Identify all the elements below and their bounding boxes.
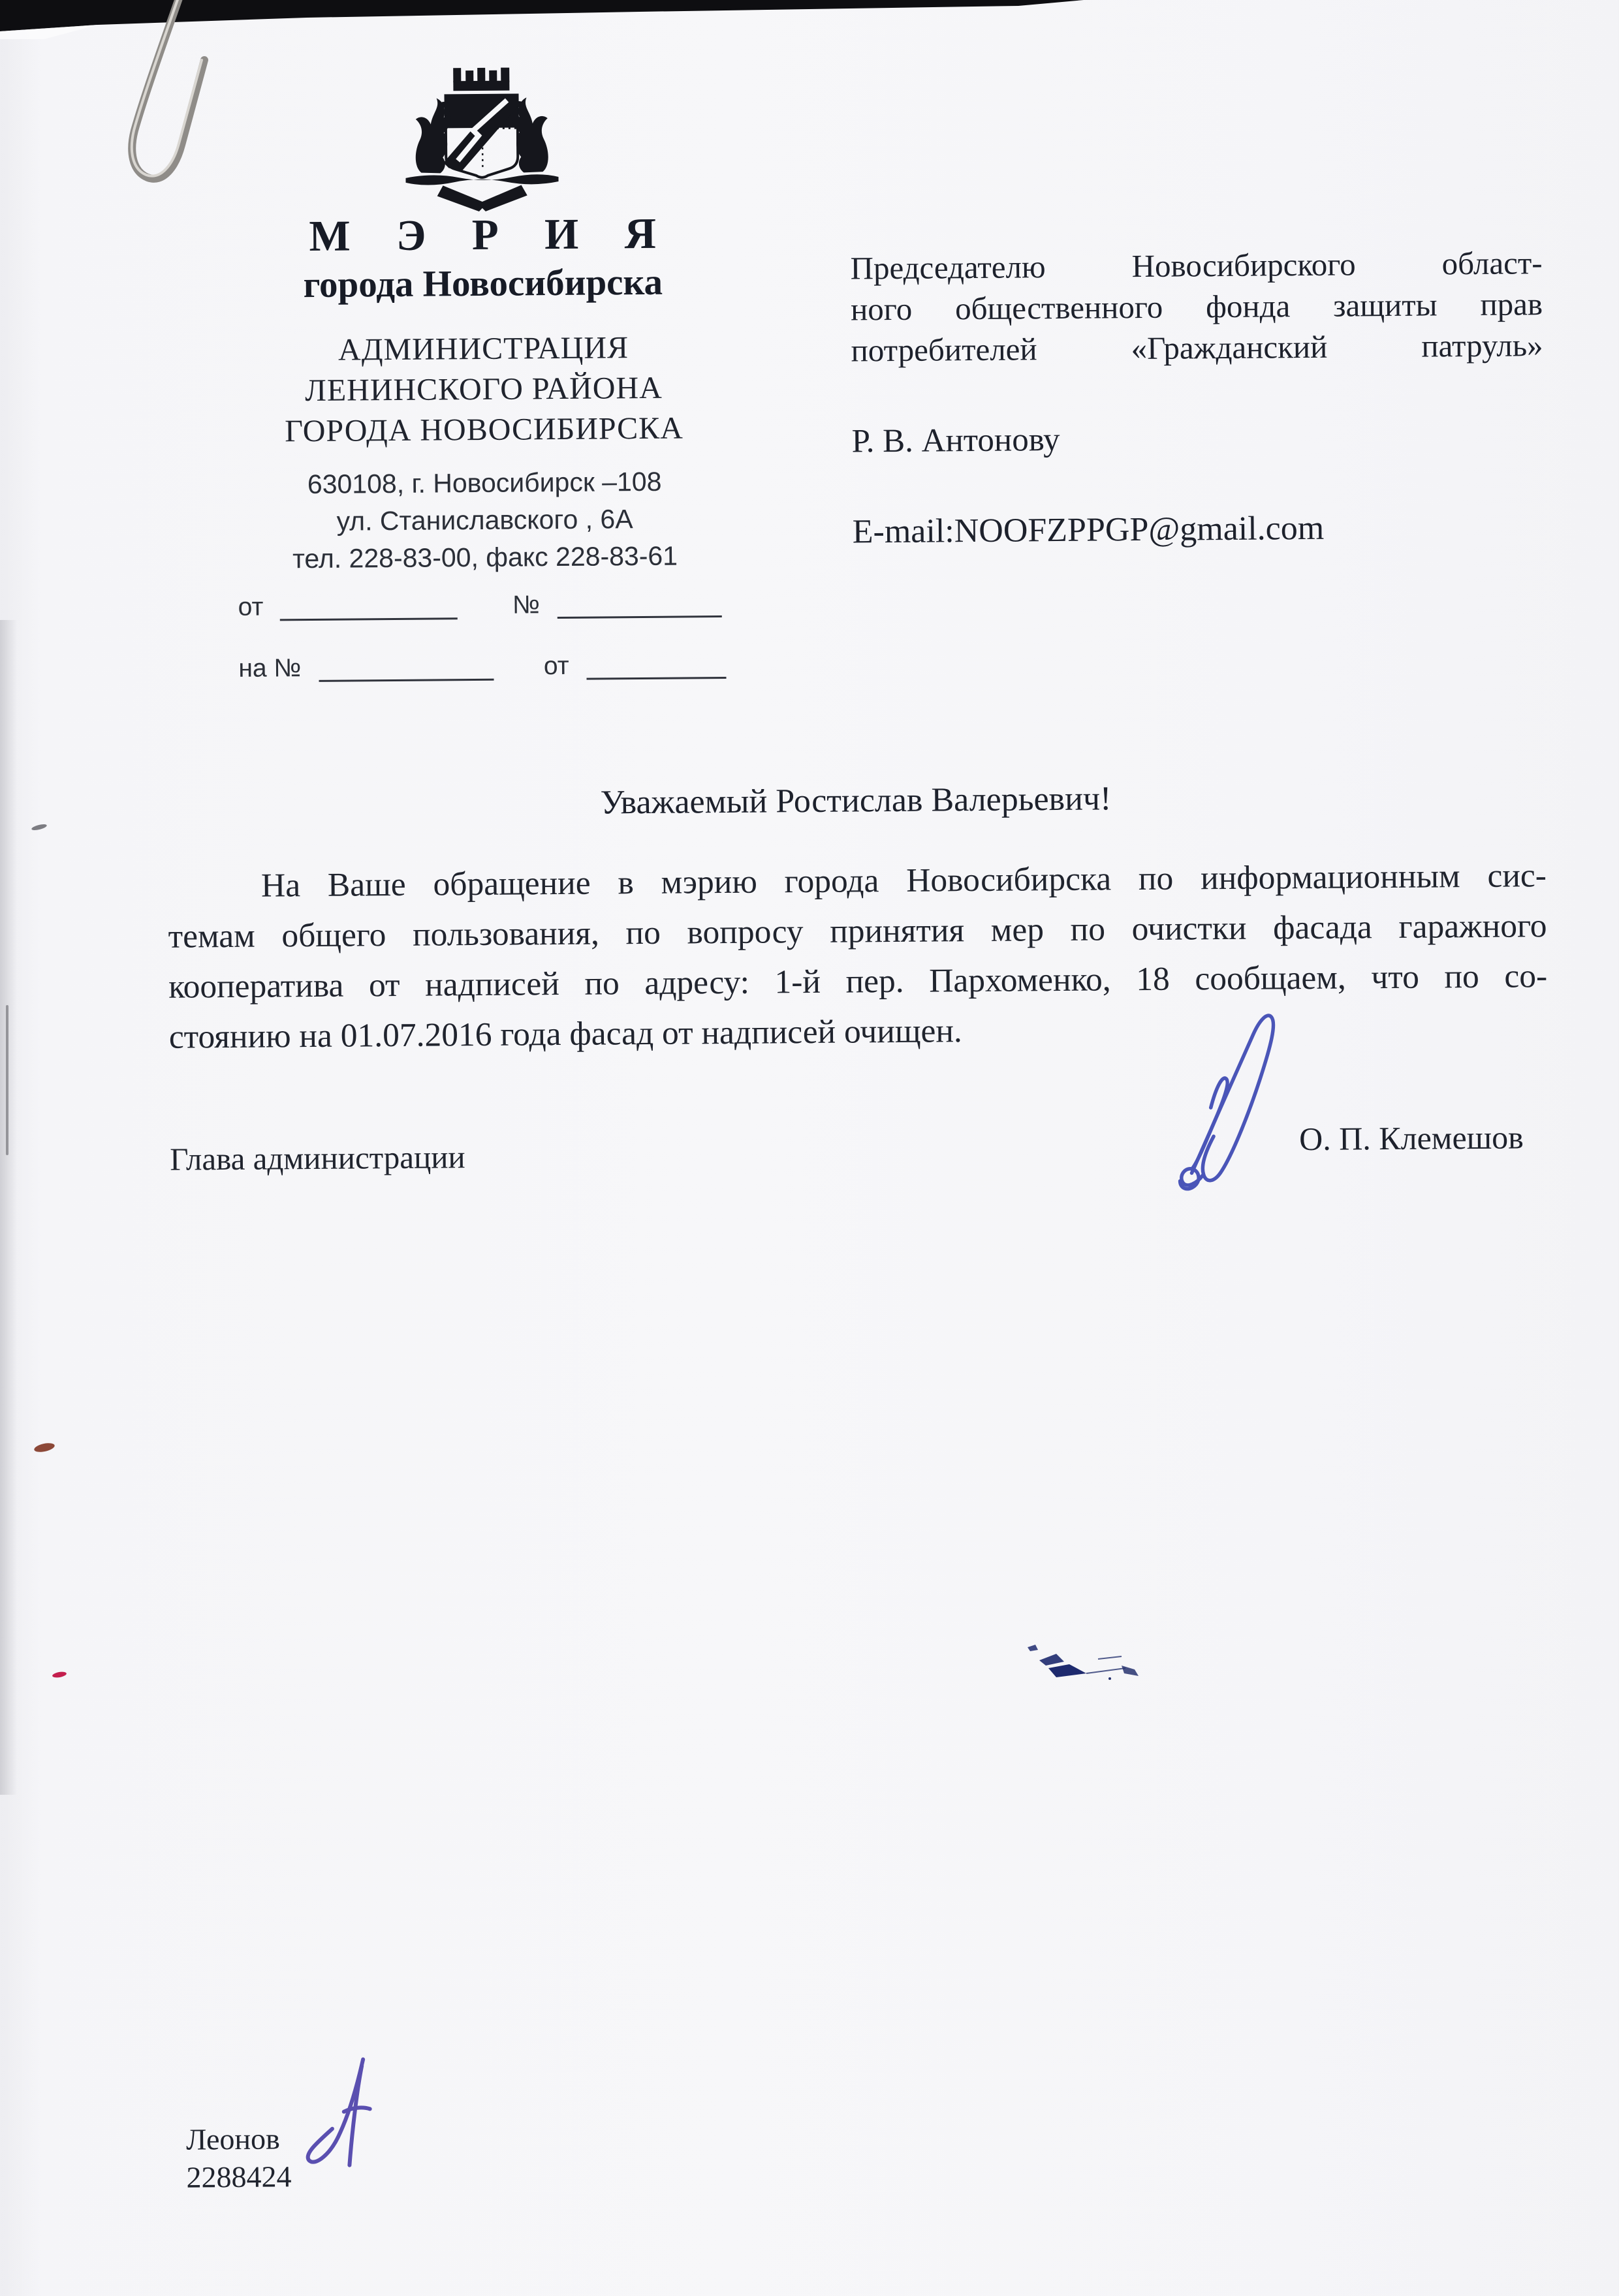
org-name-top: М Э Р И Я [309, 209, 674, 260]
ref-on-number-label: на № [238, 654, 302, 683]
recipient-email: E-mail:NOOFZPPGP@gmail.com [852, 509, 1325, 551]
address-line-3: тел. 228-83-00, факс 228-83-61 [292, 540, 678, 574]
recipient-line-3: потребителей «Гражданский патруль» [851, 327, 1543, 369]
ref-on-number-line [319, 679, 494, 682]
recipient-block [850, 242, 1543, 371]
executor-phone: 2288424 [186, 2160, 292, 2194]
signer-position: Глава администрации [170, 1139, 465, 1177]
salutation: Уважаемый Ростислав Валерьевич! [600, 780, 1112, 822]
ref-row-outgoing [238, 589, 721, 622]
recipient-line-1: Председателю Новосибирского област- [850, 245, 1543, 287]
body-line-2: темам общего пользования, по вопросу принятия мер по очистки фасада гаражного [168, 907, 1547, 955]
signer-name: О. П. Клемешов [1298, 1119, 1524, 1158]
executor-initials-signature [283, 2050, 389, 2181]
novosibirsk-coat-of-arms-icon [380, 66, 584, 216]
ref-from-date-line [279, 617, 457, 621]
address-line-2: ул. Станиславского , 6А [336, 504, 633, 536]
body-line-4: стоянию на 01.07.2016 года фасад от надписей очищен. [168, 1012, 963, 1056]
executor-name: Леонов [185, 2122, 280, 2156]
ref-on-from-label: от [543, 651, 569, 681]
org-department [251, 327, 715, 452]
address-line-1: 630108, г. Новосибирск –108 [307, 466, 662, 500]
klemeshov-signature [1150, 1004, 1318, 1198]
body-paragraph [168, 850, 1548, 1063]
recipient-name: Р. В. Антонову [851, 421, 1060, 460]
body-line-3: кооператива от надписей по адресу: 1-й пер. Пархоменко, 18 сообщаем, что по со- [168, 957, 1548, 1006]
dept-line-1: АДМИНИСТРАЦИЯ [338, 330, 629, 367]
recipient-line-2: ного общественного фонда защиты прав [850, 286, 1543, 328]
dept-line-3: ГОРОДА НОВОСИБИРСКА [284, 411, 684, 449]
org-name-city: города Новосибирска [303, 261, 663, 306]
ref-on-date-line [587, 677, 727, 680]
org-address [253, 463, 717, 578]
dept-line-2: ЛЕНИНСКОГО РАЙОНА [305, 370, 663, 409]
ref-row-incoming [238, 651, 726, 683]
body-line-1: На Ваше обращение в мэрию города Новосибирска по информационным сис- [260, 857, 1547, 905]
ref-number-label: № [512, 591, 541, 619]
ref-from-label: от [238, 593, 264, 621]
ref-number-line [558, 615, 722, 619]
